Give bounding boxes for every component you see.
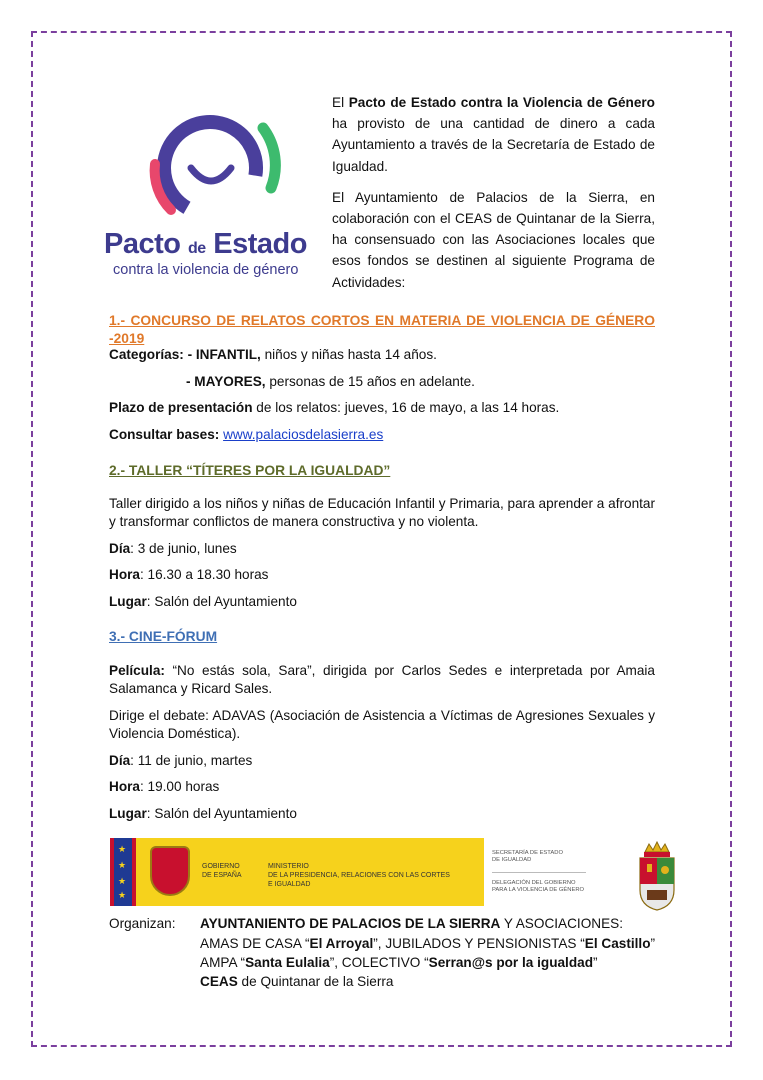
organizers-line-1: AYUNTANIENTO DE PALACIOS DE LA SIERRA Y ASOCIACIONES: bbox=[200, 916, 624, 931]
workshop-place: Lugar: Salón del Ayuntamiento bbox=[109, 594, 297, 609]
section-1-heading: 1.- CONCURSO DE RELATOS CORTOS EN MATERIA DE VIOLENCIA DE GÉNERO -2019 bbox=[109, 313, 655, 346]
logo-subtitle: contra la violencia de género bbox=[113, 262, 299, 278]
organizers-line-4: CEAS de Quintanar de la Sierra bbox=[200, 974, 394, 989]
ministerio-label: MINISTERIO DE LA PRESIDENCIA, RELACIONES CON LAS CORTES E IGUALDAD bbox=[268, 863, 450, 888]
bases-link[interactable]: www.palaciosdelasierra.es bbox=[223, 427, 384, 442]
municipal-coat-of-arms-icon bbox=[637, 840, 677, 912]
workshop-description: Taller dirigido a los niños y niñas de Educación Infantil y Primaria, para aprender a afrontar y transformar conflictos de manera constructiva y no violenta. bbox=[109, 496, 655, 529]
workshop-time: Hora: 16.30 a 18.30 horas bbox=[109, 567, 269, 582]
organizers-line-3: AMPA “Santa Eulalia”, COLECTIVO “Serran@s por la igualdad” bbox=[200, 955, 598, 970]
spain-coat-of-arms-icon bbox=[150, 846, 190, 896]
categories-line-1: Categorías: - INFANTIL, niños y niñas hasta 14 años. bbox=[109, 347, 437, 362]
eu-flag-icon: ★ ★ ★ ★ bbox=[110, 838, 136, 906]
secretaria-box bbox=[484, 838, 592, 906]
section-3-heading: 3.- CINE-FÓRUM bbox=[109, 629, 218, 644]
film-line: Película: “No estás sola, Sara”, dirigida por Carlos Sedes e interpretada por Amaia Salamanca y Ricard Sales. bbox=[109, 663, 655, 696]
film-time: Hora: 19.00 horas bbox=[109, 779, 220, 794]
secretaria-label: SECRETARÍA DE ESTADO DE IGUALDAD bbox=[492, 850, 563, 863]
government-banner bbox=[110, 838, 592, 906]
categories-line-2: - MAYORES, personas de 15 años en adelante. bbox=[186, 374, 475, 389]
deadline-line: Plazo de presentación de los relatos: jueves, 16 de mayo, a las 14 horas. bbox=[109, 400, 560, 415]
section-2-heading: 2.- TALLER “TÍTERES POR LA IGUALDAD” bbox=[109, 463, 391, 478]
intro-paragraph-1: El Pacto de Estado contra la Violencia de Género ha provisto de una cantidad de dinero a cada Ayuntamiento a través de la Secretaría de Estado de Igualdad. bbox=[332, 95, 655, 174]
gobierno-label: GOBIERNO DE ESPAÑA bbox=[202, 863, 242, 879]
organizers-label: Organizan: bbox=[109, 916, 176, 931]
smile-logo-icon bbox=[135, 110, 295, 228]
bases-line: Consultar bases: www.palaciosdelasierra.es bbox=[109, 427, 384, 442]
delegacion-label: DELEGACIÓN DEL GOBIERNO PARA LA VIOLENCIA DE GÉNERO bbox=[492, 880, 585, 893]
intro-paragraph-2: El Ayuntamiento de Palacios de la Sierra, en colaboración con el CEAS de Quintanar de la Sierra, ha consensuado con las Asociaciones locales que esos fondos se destinen al siguiente Programa de Actividades: bbox=[332, 189, 655, 290]
organizers-line-2: AMAS DE CASA “El Arroyal”, JUBILADOS Y PENSIONISTAS “El Castillo” bbox=[200, 936, 656, 951]
film-place: Lugar: Salón del Ayuntamiento bbox=[109, 806, 297, 821]
film-day: Día: 11 de junio, martes bbox=[109, 753, 253, 768]
logo-title: Pacto de Estado bbox=[104, 228, 307, 260]
debate-line: Dirige el debate: ADAVAS (Asociación de Asistencia a Víctimas de Agresiones Sexuales y Violencia Doméstica). bbox=[109, 708, 655, 741]
intro-text bbox=[332, 92, 655, 303]
pacto-de-estado-logo bbox=[100, 110, 325, 285]
workshop-day: Día: 3 de junio, lunes bbox=[109, 541, 237, 556]
